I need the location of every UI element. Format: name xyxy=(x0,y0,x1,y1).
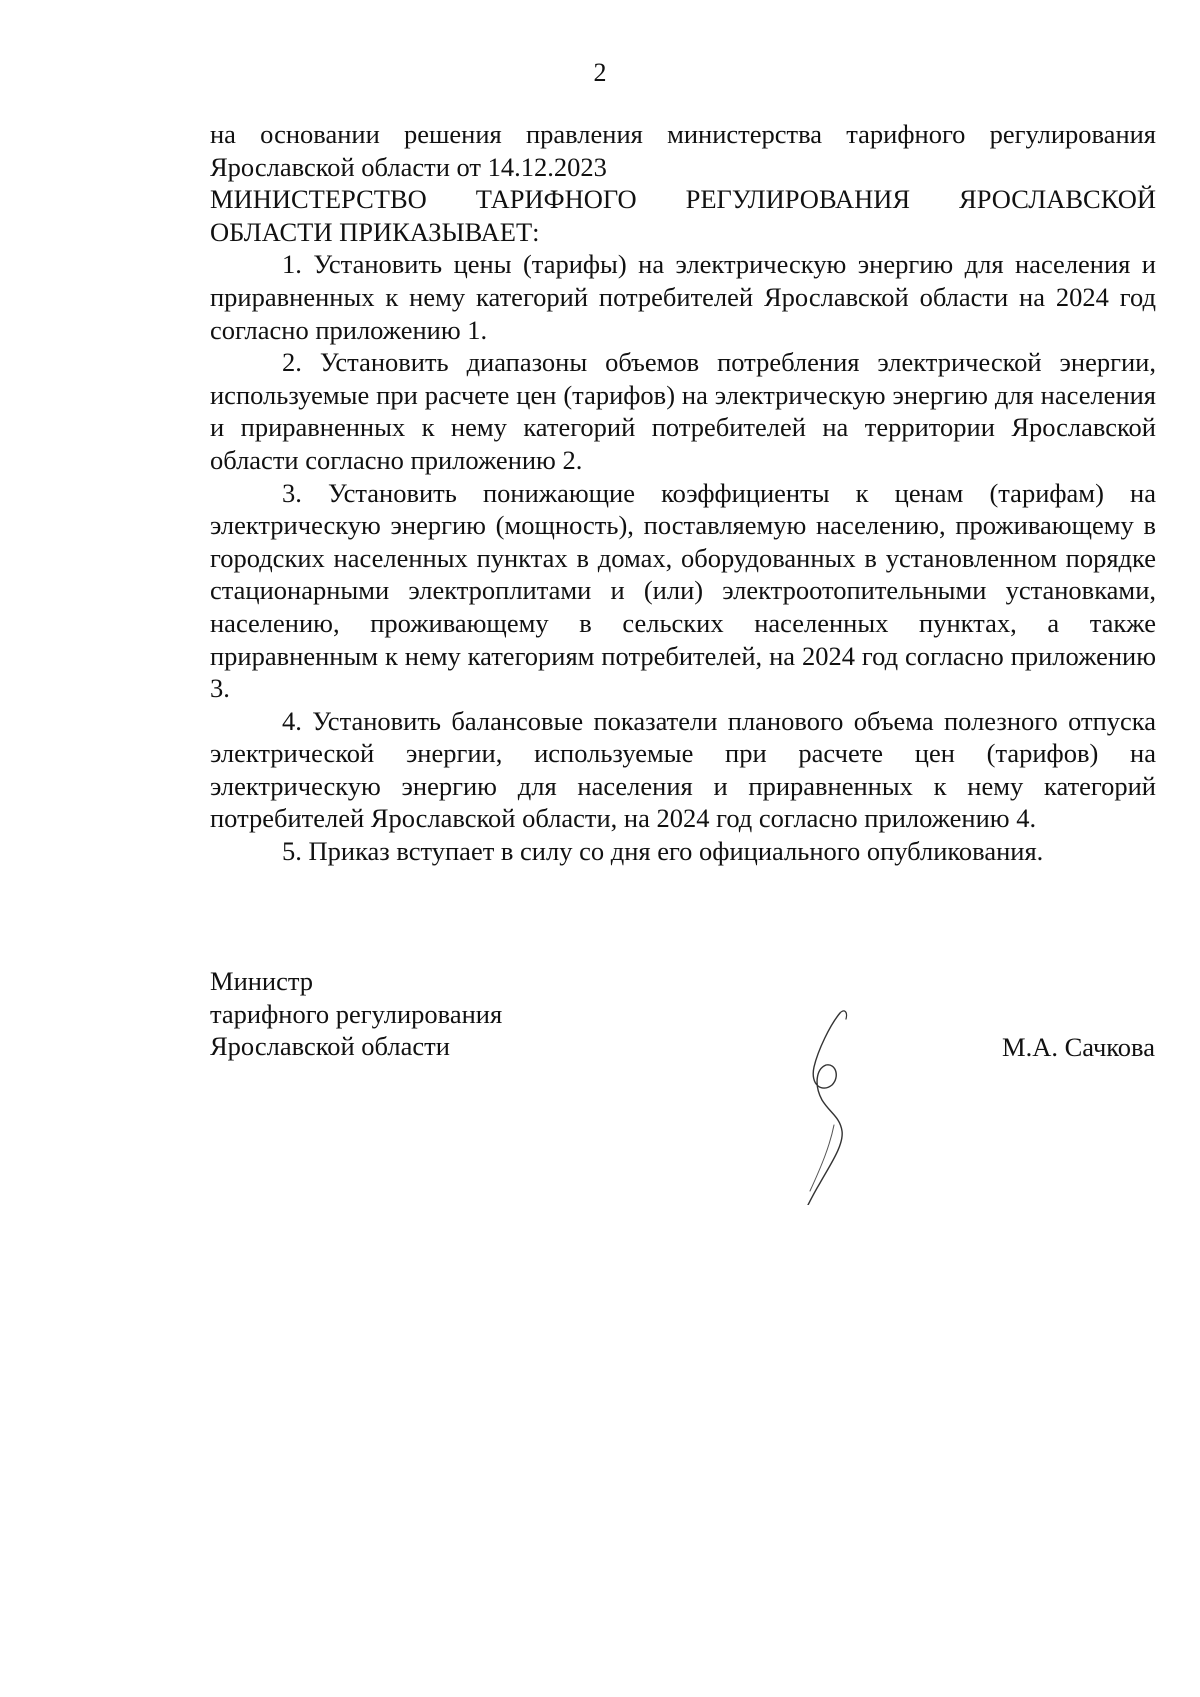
signatory-title-line-1: Министр xyxy=(210,966,314,996)
directive-heading: МИНИСТЕРСТВО ТАРИФНОГО РЕГУЛИРОВАНИЯ ЯРОСЛАВСКОЙ ОБЛАСТИ ПРИКАЗЫВАЕТ: xyxy=(210,184,1156,247)
order-item-3: 3. Установить понижающие коэффициенты к ценам (тарифам) на электрическую энергию (мощность), поставляемую населению, проживающему в городских населенных пунктах в домах, оборудованных в установленном порядке стационарными электроплитами и (или) электроотопительными установками, населению, проживающему в сельских населенных пунктах, а также приравненным к нему категориям потребителей, на 2024 год согласно приложению 3. xyxy=(210,477,1156,704)
document-body xyxy=(210,118,1156,868)
signatory-title-line-3: Ярославской области xyxy=(210,1031,450,1062)
order-item-2: 2. Установить диапазоны объемов потребления электрической энергии, используемые при расчете цен (тарифов) на электрическую энергию для населения и приравненных к нему категорий потребителей на территории Ярославской области согласно приложению 2. xyxy=(210,347,1156,475)
page-number: 2 xyxy=(593,58,607,87)
handwritten-signature xyxy=(800,1005,900,1205)
order-item-5: 5. Приказ вступает в силу со дня его официального опубликования. xyxy=(282,836,1044,867)
intro-paragraph: на основании решения правления министерства тарифного регулирования Ярославской области от 14.12.2023 xyxy=(210,119,1156,182)
order-item-4: 4. Установить балансовые показатели планового объема полезного отпуска электрической энергии, используемые при расчете цен (тарифов) на электрическую энергию для населения и приравненных к нему категорий потребителей Ярославской области, на 2024 год согласно приложению 4. xyxy=(210,705,1156,834)
order-item-1: 1. Установить цены (тарифы) на электрическую энергию для населения и приравненных к нему категорий потребителей Ярославской области на 2024 год согласно приложению 1. xyxy=(210,249,1156,345)
signatory-name: М.А. Сачкова xyxy=(1002,1032,1155,1062)
signatory-title-line-2: тарифного регулирования xyxy=(210,998,503,1029)
